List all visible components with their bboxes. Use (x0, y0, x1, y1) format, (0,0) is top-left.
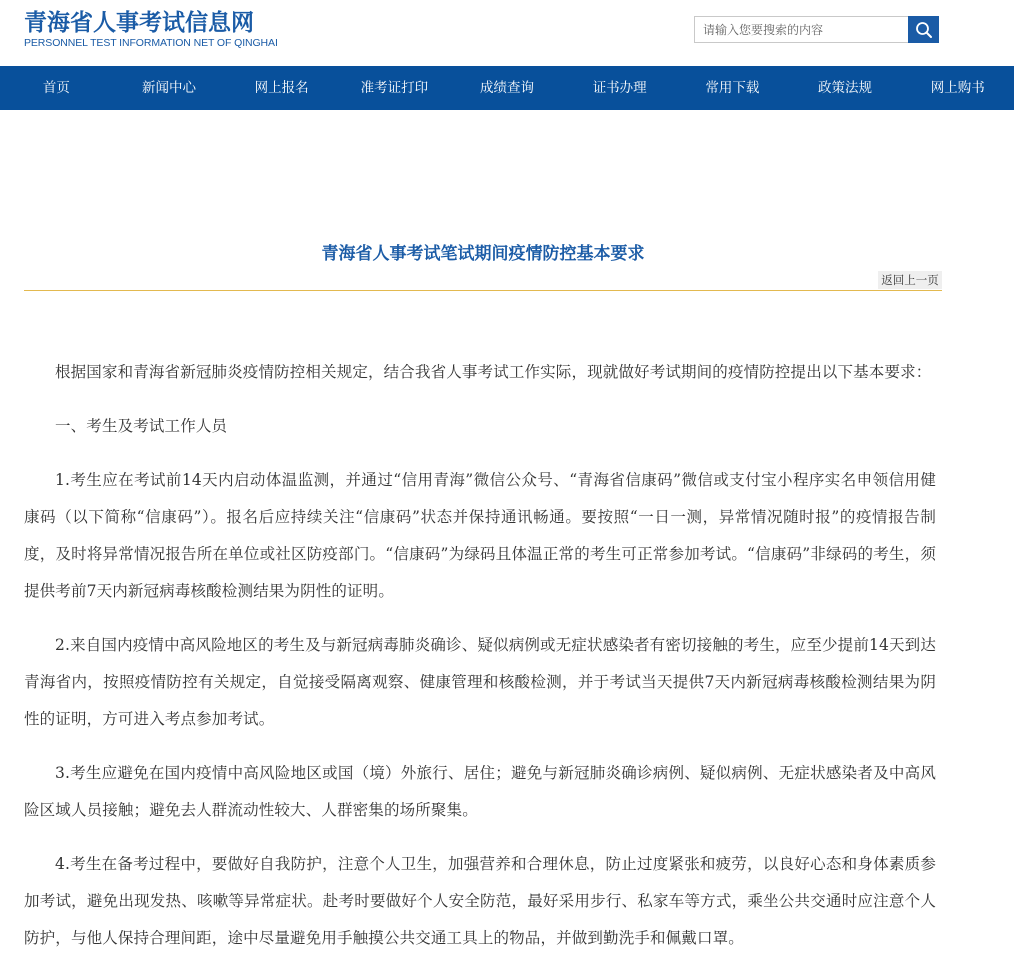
article-paragraph: 2.来自国内疫情中高风险地区的考生及与新冠病毒肺炎确诊、疑似病例或无症状感染者有密切接触的考生，应至少提前14天到达青海省内，按照疫情防控有关规定，自觉接受隔离观察、健康管理和核酸检测，并于考试当天提供7天内新冠病毒核酸检测结果为阴性的证明，方可进入考点参加考试。 (24, 636, 936, 728)
nav-item-policies[interactable]: 政策法规 (818, 80, 873, 96)
article-paragraph: 1.考生应在考试前14天内启动体温监测，并通过“信用青海”微信公众号、“青海省信康码”微信或支付宝小程序实名申领信用健康码（以下简称“信康码”）。报名后应持续关注“信康码”状态并保持通讯畅通。要按照“一日一测，异常情况随时报”的疫情报告制度，及时将异常情况报告所在单位或社区防疫部门。“信康码”为绿码且体温正常的考生可正常参加考试。“信康码”非绿码的考生，须提供考前7天内新冠病毒核酸检测结果为阴性的证明。 (24, 471, 936, 600)
nav-item-registration[interactable]: 网上报名 (254, 80, 309, 96)
search-input[interactable] (694, 16, 908, 43)
article-paragraph: 根据国家和青海省新冠肺炎疫情防控相关规定，结合我省人事考试工作实际，现就做好考试期间的疫情防控提出以下基本要求： (55, 363, 932, 381)
nav-item-bookstore[interactable]: 网上购书 (930, 80, 985, 96)
site-header (0, 0, 1014, 66)
main-nav (0, 66, 1014, 110)
section-heading: 一、考生及考试工作人员 (55, 417, 228, 435)
nav-item-home[interactable]: 首页 (42, 80, 70, 96)
site-title: 青海省人事考试信息网 (24, 10, 254, 36)
search-box (694, 16, 939, 43)
article-body (24, 354, 936, 974)
nav-item-certificates[interactable]: 证书办理 (592, 80, 647, 96)
article-paragraph: 3.考生应避免在国内疫情中高风险地区或国（境）外旅行、居住；避免与新冠肺炎确诊病例、疑似病例、无症状感染者及中高风险区域人员接触；避免去人群流动性较大、人群密集的场所聚集。 (24, 764, 936, 819)
nav-item-news[interactable]: 新闻中心 (142, 80, 196, 96)
nav-item-admission-ticket[interactable]: 准考证打印 (360, 80, 429, 96)
article-paragraph: 4.考生在备考过程中，要做好自我防护，注意个人卫生，加强营养和合理休息，防止过度紧张和疲劳，以良好心态和身体素质参加考试，避免出现发热、咳嗽等异常症状。赴考时要做好个人安全防范，最好采用步行、私家车等方式，乘坐公共交通时应注意个人防护，与他人保持合理间距，途中尽量避免用手触摸公共交通工具上的物品，并做到勤洗手和佩戴口罩。 (24, 855, 936, 947)
nav-item-scores[interactable]: 成绩查询 (480, 80, 535, 96)
site-subtitle: PERSONNEL TEST INFORMATION NET OF QINGHAI (24, 37, 278, 49)
search-button[interactable] (908, 16, 939, 43)
back-button[interactable]: 返回上一页 (878, 271, 942, 289)
search-icon (915, 21, 933, 39)
title-divider (24, 290, 942, 291)
nav-item-downloads[interactable]: 常用下载 (705, 80, 760, 96)
article-title: 青海省人事考试笔试期间疫情防控基本要求 (321, 244, 645, 264)
site-logo[interactable] (24, 10, 278, 49)
